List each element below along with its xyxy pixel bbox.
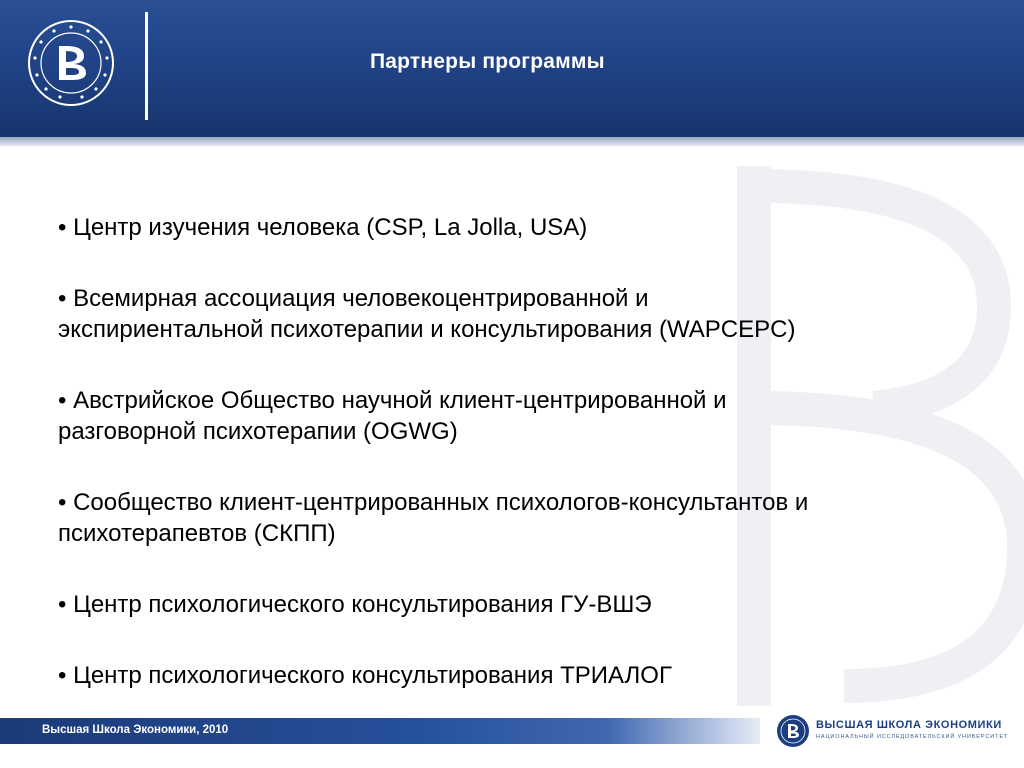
list-item-line: экспириентальной психотерапии и консультирования (WAPCEPC) [58,316,796,343]
slide-header [0,0,1024,137]
list-item-line: • Всемирная ассоциация человекоцентрированной и [58,285,649,312]
list-item [58,589,998,620]
list-item [58,385,998,447]
list-item-line: • Центр психологического консультирования ГУ-ВШЭ [58,591,652,618]
partners-list [58,212,998,731]
list-item-line: • Сообщество клиент-центрированных психологов-консультантов и [58,489,809,516]
header-shadow-band [0,137,1024,146]
list-item [58,487,998,549]
hse-seal-icon [26,18,116,108]
list-item-line: • Австрийское Общество научной клиент-центрированной и [58,387,727,414]
footer-logo [776,714,1016,750]
list-item-line: разговорной психотерапии (OGWG) [58,418,458,445]
footer-copyright: Высшая Школа Экономики, 2010 [42,724,229,736]
list-item [58,212,998,243]
list-item-line: • Центр психологического консультирования ТРИАЛОГ [58,662,672,689]
list-item [58,660,998,691]
footer-logo-name: ВЫСШАЯ ШКОЛА ЭКОНОМИКИ [816,719,1002,731]
hse-logo-icon [776,714,810,748]
header-divider [145,12,148,120]
list-item-line: • Центр изучения человека (CSP, La Jolla, USA) [58,214,588,241]
page-title: Партнеры программы [370,50,605,73]
footer-bar [0,718,760,744]
list-item [58,283,998,345]
footer-logo-subtitle: НАЦИОНАЛЬНЫЙ ИССЛЕДОВАТЕЛЬСКИЙ УНИВЕРСИТЕТ [816,734,1009,740]
list-item-line: психотерапевтов (СКПП) [58,520,336,547]
